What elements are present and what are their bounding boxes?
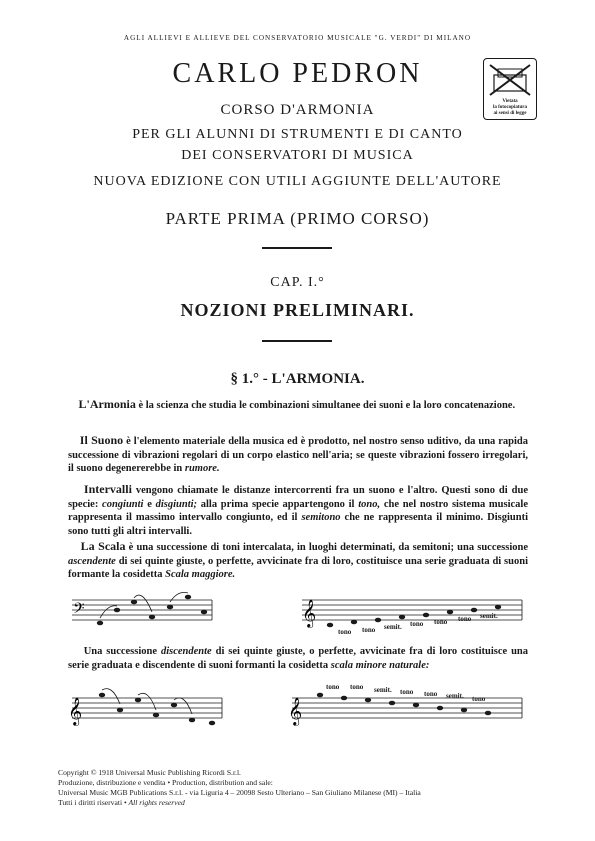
- term-congiunti: congiunti: [102, 498, 144, 510]
- edition-note: NUOVA EDIZIONE CON UTILI AGGIUNTE DELL'AUTORE: [93, 174, 502, 189]
- paragraph-armonia: [68, 398, 528, 413]
- interval-label: semit.: [446, 692, 464, 700]
- slur-marks: [102, 689, 192, 714]
- treble-clef-icon: 𝄞: [302, 601, 317, 627]
- part-title: PARTE PRIMA (PRIMO CORSO): [165, 209, 430, 228]
- term-scala-minore: scala minore naturale:: [330, 659, 430, 671]
- rights-italian: Tutti i diritti riservati •: [58, 798, 129, 807]
- paragraph-intervalli: [68, 483, 528, 538]
- bass-clef-icon: 𝄢: [73, 600, 85, 620]
- interval-label: semit.: [374, 686, 392, 694]
- paragraph-scala-minore: [68, 645, 528, 672]
- interval-label: tono: [326, 683, 340, 691]
- interval-label: tono: [338, 628, 352, 636]
- term-suono: Il Suono: [79, 433, 124, 447]
- staff-lines-left: [72, 698, 222, 718]
- interval-label: tono: [400, 688, 414, 696]
- chapter-number: CAP. I.°: [270, 275, 325, 290]
- term-scala: La Scala: [80, 539, 126, 553]
- paragraph-text: di sei quinte giuste, o perfette, avvicinate fra di loro costituisce una serie graduata e discendente di suoni formanti la cosidetta: [68, 646, 529, 671]
- photocopier-icon: [484, 61, 536, 99]
- music-example-major: [62, 588, 532, 638]
- paragraph-text: alla prima specie appartengono il: [197, 498, 359, 510]
- rights-line: [58, 798, 185, 808]
- author-name: CARLO PEDRON: [172, 58, 423, 89]
- no-photocopy-stamp: [483, 58, 537, 120]
- divider-rule: [262, 247, 332, 249]
- term-intervalli: Intervalli: [83, 482, 132, 496]
- interval-label: tono: [424, 690, 438, 698]
- paragraph-text: è l'elemento materiale della musica ed è prodotto, nel nostro senso uditivo, da una rapida successione di vibrazioni regolari di un corpo elastico nell'aria; se queste vibrazioni fossero irregolari, il suono degenererebbe in: [68, 436, 529, 474]
- term-tono: tono,: [358, 498, 381, 510]
- book-title: CORSO D'ARMONIA: [220, 102, 375, 118]
- notes-minor-scale: [317, 693, 491, 716]
- interval-label: tono: [458, 615, 472, 623]
- divider-rule: [262, 340, 332, 342]
- term-armonia: L'Armonia: [78, 397, 136, 411]
- paragraph-scala: [68, 540, 528, 582]
- paragraph-text: è la scienza che studia le combinazioni simultanee dei suoni e la loro concatenazione.: [135, 400, 516, 411]
- book-subtitle-2: DEI CONSERVATORI DI MUSICA: [181, 148, 414, 163]
- term-scala-maggiore: Scala maggiore.: [165, 569, 236, 580]
- paragraph-text: che ne rappresenta il minimo. Disgiunti sono tutti gli altri intervalli.: [68, 512, 528, 537]
- interval-label: tono: [434, 618, 448, 626]
- term-semitono: semitono: [301, 512, 341, 523]
- treble-clef-icon: 𝄞: [288, 699, 303, 725]
- paragraph-text: e: [143, 498, 156, 510]
- term-rumore: rumore.: [184, 463, 220, 474]
- notes-fifths-descending: [99, 693, 215, 726]
- section-title: § 1.° - L'ARMONIA.: [230, 371, 365, 387]
- paragraph-text: Una successione: [83, 646, 161, 657]
- term-discendente: discendente: [160, 646, 212, 657]
- stamp-line-2: la fotocopiatura: [492, 105, 528, 110]
- interval-label: semit.: [480, 612, 498, 620]
- interval-label: tono: [350, 683, 364, 691]
- paragraph-suono: [68, 434, 528, 476]
- music-example-minor: [62, 680, 532, 730]
- stamp-line-1: Vietata: [502, 99, 518, 104]
- term-ascendente: ascendente: [68, 555, 116, 567]
- stamp-line-3: ai sensi di legge: [493, 111, 527, 116]
- staff-lines-left: [72, 600, 212, 620]
- paragraph-text: è una successione di toni intercalata, in luoghi determinati, da semitoni; una successione: [125, 542, 528, 553]
- interval-label: tono: [410, 620, 424, 628]
- dedication: AGLI ALLIEVI E ALLIEVE DEL CONSERVATORIO MUSICALE "G. VERDI" DI MILANO: [123, 34, 472, 42]
- treble-clef-icon: 𝄞: [68, 699, 83, 725]
- copyright-line: Copyright © 1918 Universal Music Publishing Ricordi S.r.l.: [58, 768, 241, 777]
- rights-english: All rights reserved: [128, 798, 185, 807]
- interval-label: tono: [472, 695, 486, 703]
- publisher-address: Universal Music MGB Publications S.r.l. - via Liguria 4 – 20098 Sesto Ulteriano – San Giuliano Milanese (MI) – Italia: [58, 788, 421, 797]
- interval-label: tono: [362, 626, 376, 634]
- chapter-title: NOZIONI PRELIMINARI.: [180, 300, 415, 320]
- interval-label: semit.: [384, 623, 402, 631]
- book-subtitle-1: PER GLI ALUNNI DI STRUMENTI E DI CANTO: [132, 127, 463, 142]
- distribution-line: Produzione, distribuzione e vendita • Production, distribution and sale:: [58, 778, 273, 787]
- paragraph-text: che nel nostro sistema musicale rappresenta il massimo intervallo congiunto, ed il: [68, 498, 528, 523]
- paragraph-text: di sei quinte giuste, o perfette, avvicinate fra di loro, costituisce una serie graduata di suoni formante la cosidetta: [68, 555, 528, 580]
- paragraph-text: vengono chiamate le distanze intercorrenti fra un suono e l'altro. Questi sono di due specie:: [68, 485, 529, 510]
- term-disgiunti: disgiunti;: [155, 498, 198, 510]
